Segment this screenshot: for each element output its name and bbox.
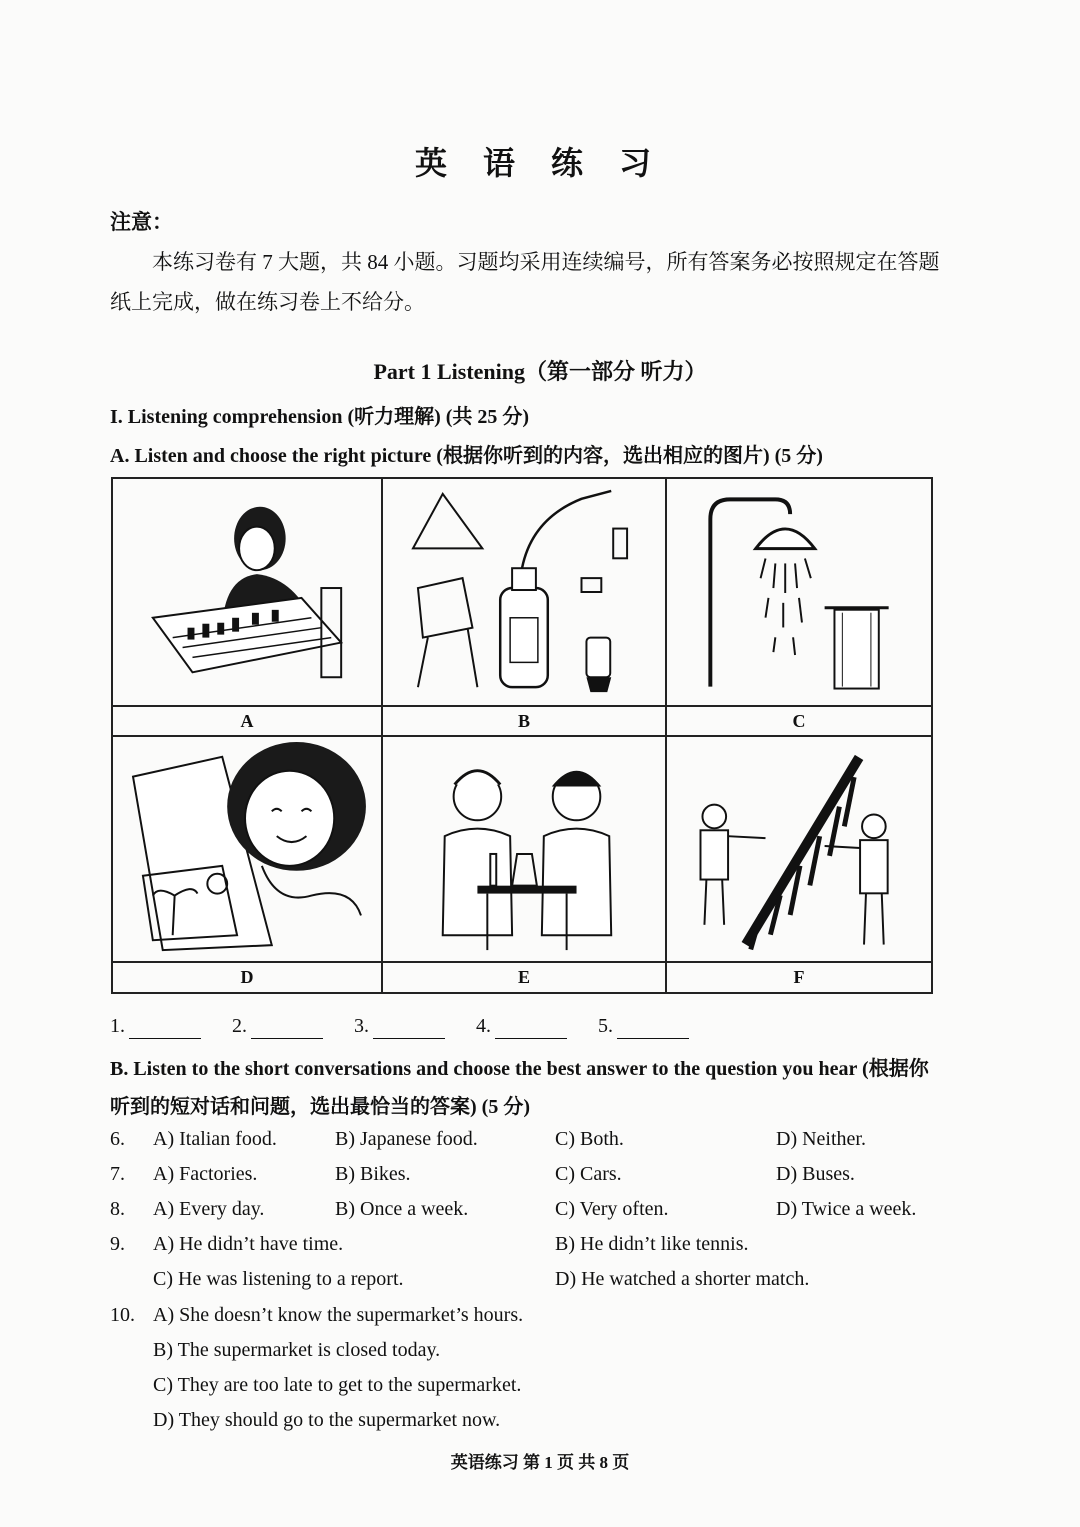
picture-label: D bbox=[113, 963, 383, 992]
option-c: C) Very often. bbox=[555, 1198, 669, 1220]
part-heading: Part 1 Listening（第一部分 听力） bbox=[373, 359, 707, 384]
picture-label: B bbox=[383, 707, 667, 737]
notice-text: 本练习卷有 7 大题，共 84 小题。习题均采用连续编号，所有答案务必按照规定在答题纸上完成，做在练习卷上不给分。 bbox=[110, 250, 940, 314]
girl-looking-at-beach-postcard-icon bbox=[113, 737, 383, 963]
option-b: B) Japanese food. bbox=[335, 1128, 478, 1150]
boys-arguing-fence-icon bbox=[667, 737, 931, 963]
option-c: C) Both. bbox=[555, 1128, 624, 1150]
page-title: 英 语 练 习 bbox=[414, 145, 665, 181]
option-a: A) Every day. bbox=[153, 1198, 265, 1220]
answer-blank bbox=[251, 1015, 323, 1039]
blank-number: 4. bbox=[476, 1015, 491, 1037]
answer-blank bbox=[495, 1015, 567, 1039]
section-heading: I. Listening comprehension (听力理解) (共 25 分) bbox=[110, 406, 530, 428]
blank-number: 2. bbox=[232, 1015, 247, 1037]
answer-blank bbox=[373, 1015, 445, 1039]
scientists-laboratory-icon bbox=[383, 737, 667, 963]
option-d: D) They should go to the supermarket now. bbox=[153, 1409, 501, 1431]
option-c: C) Cars. bbox=[555, 1163, 622, 1185]
camping-gas-canister-icon bbox=[383, 479, 667, 707]
answer-blank bbox=[617, 1015, 689, 1039]
option-b: B) Once a week. bbox=[335, 1198, 469, 1220]
section-b-heading: B. Listen to the short conversations and choose the best answer to the question you hear (根据你听到的短对话和问题，选出最恰当的答案) (5 分) bbox=[110, 1058, 929, 1118]
option-c: C) He was listening to a report. bbox=[153, 1268, 404, 1290]
option-d: D) Twice a week. bbox=[776, 1198, 917, 1220]
question-number: 10. bbox=[110, 1304, 135, 1326]
question-number: 8. bbox=[110, 1198, 125, 1220]
picture-grid bbox=[111, 477, 933, 994]
picture-label: F bbox=[793, 967, 805, 987]
option-a: A) Italian food. bbox=[153, 1128, 277, 1150]
section-a-heading: A. Listen and choose the right picture (根据你听到的内容，选出相应的图片) (5 分) bbox=[110, 445, 823, 467]
question-number: 7. bbox=[110, 1163, 125, 1185]
question-number: 6. bbox=[110, 1128, 125, 1150]
option-d: D) He watched a shorter match. bbox=[555, 1268, 810, 1290]
picture-label: E bbox=[383, 963, 667, 992]
shower-towel-icon bbox=[667, 479, 931, 707]
option-b: B) Bikes. bbox=[335, 1163, 411, 1185]
notice-heading: 注意： bbox=[110, 210, 173, 234]
picture-label: C bbox=[667, 707, 931, 737]
page-footer: 英语练习 第 1 页 共 8 页 bbox=[450, 1453, 630, 1472]
option-a: A) She doesn’t know the supermarket’s hours. bbox=[153, 1304, 524, 1326]
option-c: C) They are too late to get to the supermarket. bbox=[153, 1374, 522, 1396]
blank-number: 5. bbox=[598, 1015, 613, 1037]
picture-label: A bbox=[113, 707, 383, 737]
answer-blank bbox=[129, 1015, 201, 1039]
option-a: A) Factories. bbox=[153, 1163, 258, 1185]
option-d: D) Neither. bbox=[776, 1128, 866, 1150]
option-b: B) He didn’t like tennis. bbox=[555, 1233, 749, 1255]
blank-number: 1. bbox=[110, 1015, 125, 1037]
option-b: B) The supermarket is closed today. bbox=[153, 1339, 441, 1361]
answer-blanks bbox=[110, 1015, 715, 1039]
option-a: A) He didn’t have time. bbox=[153, 1233, 344, 1255]
girl-playing-chess-icon bbox=[113, 479, 383, 707]
option-d: D) Buses. bbox=[776, 1163, 855, 1185]
question-number: 9. bbox=[110, 1233, 125, 1255]
blank-number: 3. bbox=[354, 1015, 369, 1037]
